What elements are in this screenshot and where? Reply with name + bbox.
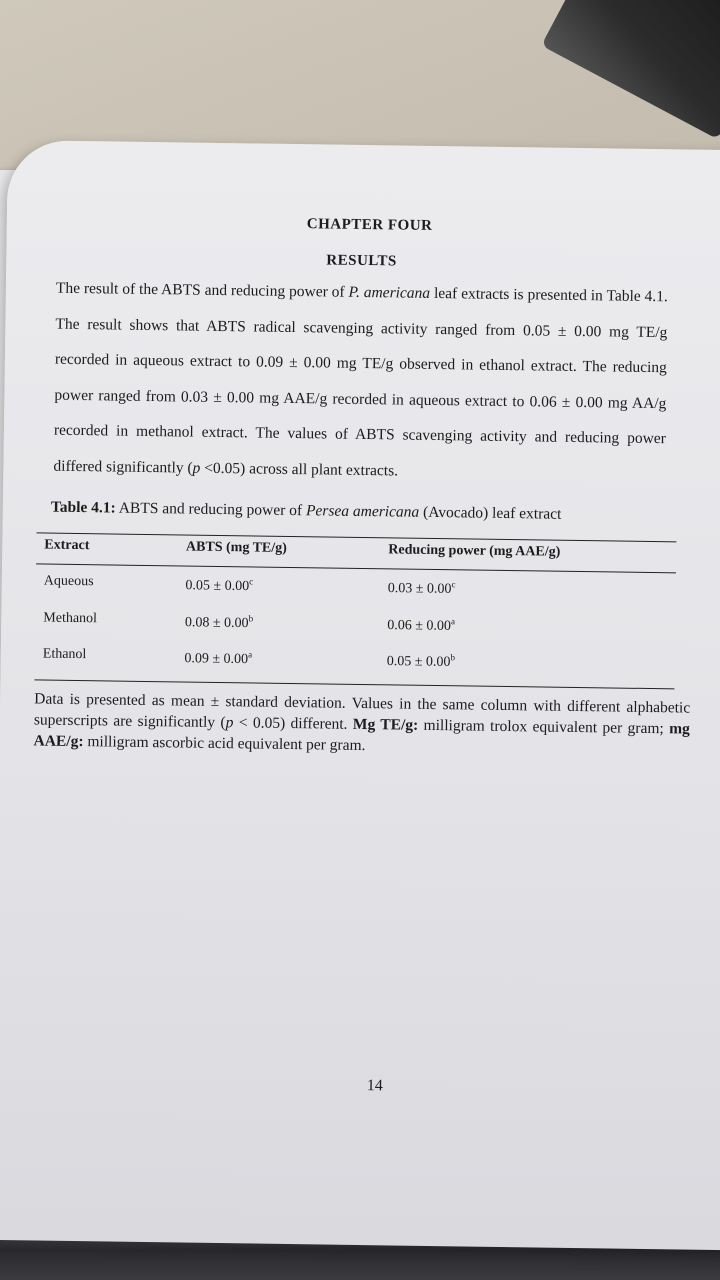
cell-reducing-power: 0.06 ± 0.00$^a$ — [387, 615, 456, 634]
cell-extract: Aqueous — [43, 573, 94, 590]
cell-reducing-power: 0.03 ± 0.00$^c$ — [387, 579, 456, 597]
page-number: 14 — [366, 1077, 383, 1095]
cell-extract: Methanol — [43, 610, 98, 626]
table-row — [34, 638, 675, 689]
caption-species: Persea americana — [305, 502, 420, 521]
caption-suffix: (Avocado) leaf extract — [419, 503, 562, 523]
caption-label: Table 4.1: — [50, 498, 116, 517]
results-table — [34, 532, 676, 689]
table-caption — [51, 499, 562, 524]
chapter-heading: CHAPTER FOUR — [306, 216, 433, 234]
table-footnote: Data is presented as mean ± standard deviation. Values in the same column with different alphabetic superscripts are significantly (p < 0.05) different. Mg TE/g: milligram trolox equivalent per gram; mg AAE/g: milligram ascorbic acid equivalent per gram. — [33, 690, 691, 755]
background-object — [541, 0, 720, 139]
cell-reducing-power: 0.05 ± 0.00$^b$ — [378, 643, 675, 689]
results-paragraph — [53, 271, 668, 493]
para-text-3: <0.05) across all plant extracts. — [200, 459, 399, 479]
species-abbrev: P. americana — [348, 283, 431, 302]
header-extract: Extract — [36, 533, 146, 566]
header-abts: ABTS (mg TE/g) — [146, 534, 381, 568]
cell-abts: 0.05 ± 0.00$^c$ — [185, 576, 254, 595]
p-symbol: p — [192, 459, 201, 477]
cell-abts: 0.09 ± 0.00$^a$ — [144, 639, 379, 684]
cell-abts: 0.08 ± 0.00$^b$ — [184, 613, 254, 631]
document-page — [0, 140, 720, 1251]
para-text-1: The result of the ABTS and reducing power of — [55, 279, 349, 301]
cell-extract: Ethanol — [34, 638, 144, 682]
header-reducing-power: Reducing power (mg AAE/g) — [380, 538, 676, 573]
para-text-2: leaf extracts is presented in Table 4.1. The result shows that ABTS radical scavenging activity ranged from 0.05 ± 0.00 mg TE/g recorded in aqueous extract to 0.09 ± 0.00 mg TE/g observed in ethanol extract. The reducing power ranged from 0.03 ± 0.00 mg AAE/g recorded in aqueous extract to 0.06 ± 0.00 mg AA/g recorded in methanol extract. The values of ABTS scavenging activity and reducing power differed significantly ( — [53, 284, 668, 477]
section-heading: RESULTS — [326, 252, 397, 270]
caption-text: ABTS and reducing power of — [115, 499, 307, 520]
